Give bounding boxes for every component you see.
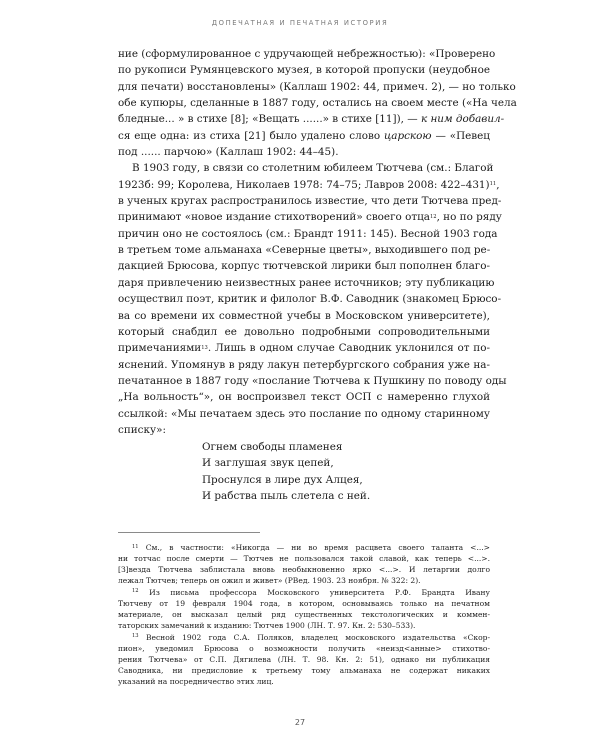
page-number: 27: [294, 718, 306, 727]
text-line: ва со времени их совместной учебы в Московском университете),: [118, 309, 490, 322]
text-line: [118, 209, 502, 225]
text-line: причин оно не состоялось (см.: Брандт 1911: 145). Весной 1903 года: [118, 227, 498, 240]
italic-span: к ним добавил-: [420, 113, 505, 126]
footnote-line: Саводника, ни предисловие к третьему тому альманаха не содержат никаких: [118, 665, 490, 675]
footnote-line: пион», уведомил Брюсова о возможности получить «неизд<анные> стихотво-: [118, 643, 490, 653]
text-span: Из письма профессора Московского университета Р.Ф. Брандта Ивану: [149, 587, 491, 597]
footnote-mark[interactable]: 11: [489, 181, 497, 188]
text-line: осуществил поэт, критик и филолог В.Ф. Саводник (знакомец Брюсо-: [118, 293, 502, 306]
text-line: [118, 111, 505, 127]
text-line: яснений. Упомянув в ряду лакун петербургского собрания уже на-: [118, 358, 490, 371]
text-line: обе купюры, сделанные в 1887 году, остались на своем месте («На чела: [118, 97, 517, 110]
footnote-line: ни тотчас после смерти — Тютчев не пользовался такой славой, как теперь <...>.: [118, 554, 490, 564]
text-span: ся еще одна: из стиха [21] было удалено слово: [118, 129, 381, 142]
footnote-number: 11: [132, 543, 139, 550]
running-head: ДОПЕЧАТНАЯ И ПЕЧАТНАЯ ИСТОРИЯ: [211, 19, 389, 27]
footnote-line: [118, 632, 490, 643]
poem-quote: [202, 439, 370, 504]
footnote-number: 12: [132, 588, 139, 595]
text-line: дакцией Брюсова, корпус тютчевской лирики был пополнен благо-: [118, 260, 490, 273]
text-line: „На вольность“», он воспроизвел текст ОСП с намеренно глухой: [118, 391, 490, 404]
text-line: печатанное в 1887 году «послание Тютчева к Пушкину по поводу оды: [118, 374, 507, 387]
text-line: даря привлечению неизвестных ранее источников; эту публикацию: [118, 276, 495, 289]
footnote-line: материале, он высказал целый ряд существенных текстологических и коммен-: [118, 609, 490, 619]
poem-verse: И заглушая звук цепей,: [202, 457, 334, 470]
footnote-12: [118, 587, 490, 631]
footnote-line: [118, 587, 490, 598]
footnote-mark[interactable]: 12: [429, 213, 437, 220]
text-span: . Лишь в одном случае Саводник уклонился от по-: [207, 342, 490, 355]
main-text: [118, 46, 517, 438]
text-line: ние (сформулированное с удручающей небрежностью): «Проверено: [118, 48, 496, 60]
paragraph-1: [118, 46, 517, 160]
footnote-divider: [118, 532, 260, 533]
footnote-11: [118, 542, 490, 586]
footnote-line: указаний на посредничество этих лиц.: [118, 676, 274, 686]
text-span: бледные... » в стихе [8]; «Вещать ......» в стихе [11]), —: [118, 113, 418, 126]
paragraph-2: [118, 160, 507, 438]
footnote-mark[interactable]: 13: [201, 344, 208, 351]
footnotes: [118, 542, 490, 687]
text-line: В 1903 году, в связи со столетним юбилеем Тютчева (см.: Благой: [132, 162, 494, 175]
text-line: для печати) восстановлены» (Каллаш 1902: 44, примеч. 2), — но только: [118, 80, 516, 93]
text-span: Весной 1902 года С.А. Поляков, владелец московского издательства «Скор-: [145, 632, 490, 642]
text-line: [118, 340, 490, 356]
italic-span: царскою: [384, 129, 432, 142]
text-line: списку»:: [118, 423, 166, 436]
text-line: ссылкой: «Мы печатаем здесь это послание по одному старинному: [118, 407, 490, 420]
text-line: 1923б: 99; Королева, Николаев 1978: 74–75; Лавров 2008: 422–431)$^{11}$,: [118, 178, 500, 191]
text-span: примечаниями: [118, 342, 202, 355]
text-line: под ...... парчою» (Каллаш 1902: 44–45).: [118, 146, 339, 159]
text-line: по рукописи Румянцевского музея, в которой пропуски (неудобное: [118, 64, 490, 77]
text-span: принимают «новое издание стихотворений» своего отца: [118, 211, 430, 224]
text-span: — «Певец: [435, 129, 490, 142]
poem-verse: И рабства пыль слетела с ней.: [202, 489, 371, 502]
footnote-number: 13: [132, 633, 139, 640]
text-line: в третьем томе альманаха «Северные цветы», выходившего под ре-: [118, 244, 491, 257]
footnote-line: рения Тютчева» от С.П. Дягилева (ЛН. Т. 98. Кн. 2: 51), однако ни публикация: [118, 654, 490, 664]
text-span: 1923б: 99; Королева, Николаев 1978: 74–75; Лавров 2008: 422–431): [118, 178, 490, 191]
text-line: в ученых кругах распространилось известие, что дети Тютчева пред-: [118, 195, 502, 208]
footnote-line: [З]везда Тютчева заблистала вновь необыкновенно ярко <...>. И летаргии долго: [118, 565, 490, 575]
footnote-13: [118, 632, 490, 687]
text-span: См., в частности: «Никогда — ни во время расцвета своего таланта <...>: [145, 543, 491, 552]
poem-verse: Проснулся в лире дух Алцея,: [202, 473, 363, 486]
footnote-line: Тютчеву от 19 февраля 1904 года, в котором, основываясь только на печатном: [118, 598, 490, 608]
footnote-line: лежал Тютчев; теперь он ожил и живет» (РВед. 1903. 23 ноября. № 322: 2).: [118, 576, 421, 586]
text-line: [118, 128, 490, 144]
poem-verse: Огнем свободы пламенея: [202, 441, 343, 453]
text-span: , но по ряду: [436, 211, 502, 224]
text-line: который снабдил ее довольно подробными сопроводительными: [118, 325, 490, 338]
footnote-line: таторских замечаний к изданию: Тютчев 1900 (ЛН. Т. 97. Кн. 2: 530–533).: [118, 621, 416, 631]
footnote-line: [118, 542, 490, 553]
